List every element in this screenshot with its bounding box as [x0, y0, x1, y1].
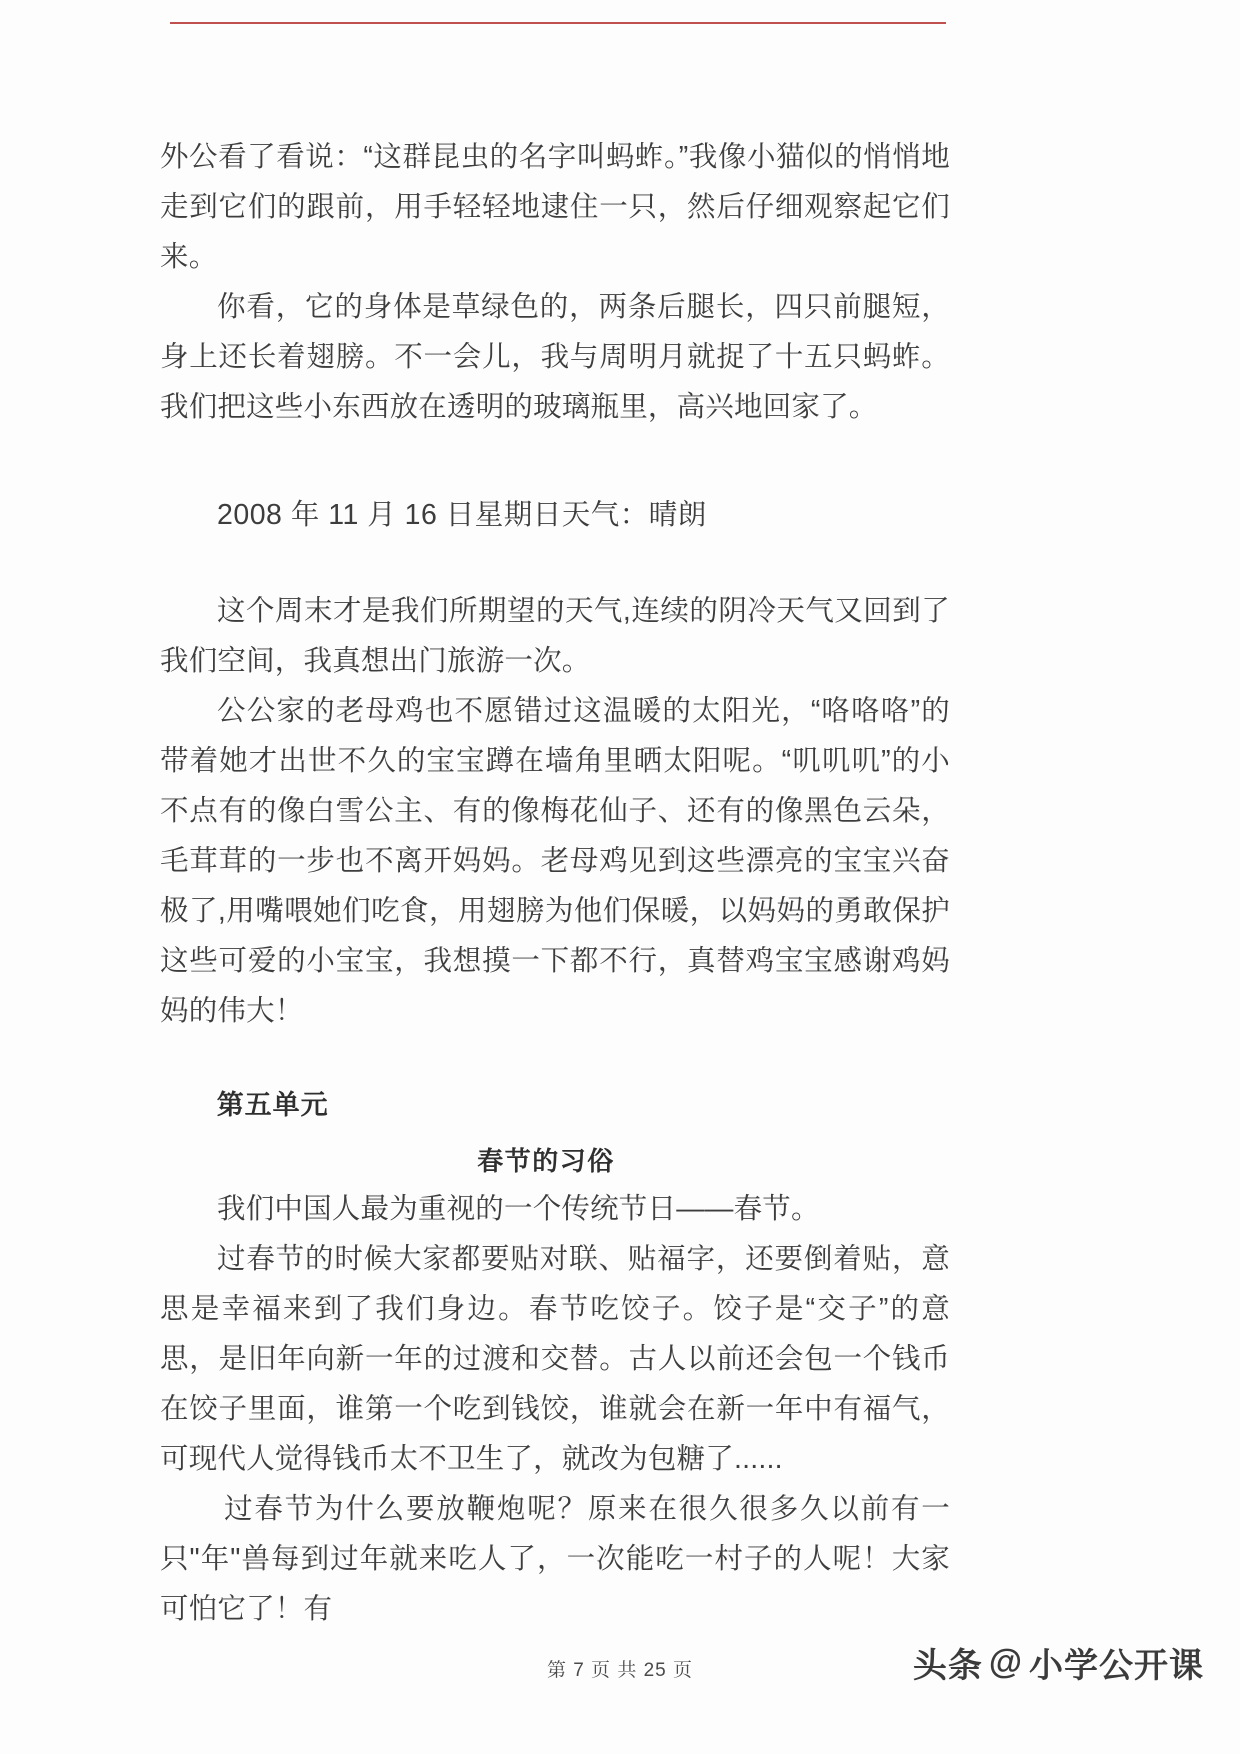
spacer-after-date [160, 540, 950, 586]
paragraph-hen-and-chicks: 公公家的老母鸡也不愿错过这温暖的太阳光，“咯咯咯”的带着她才出世不久的宝宝蹲在墙角里晒太阳呢。“叽叽叽”的小不点有的像白雪公主、有的像梅花仙子、还有的像黑色云朵，毛茸茸的一步也不离开妈妈。老母鸡见到这些漂亮的宝宝兴奋极了,用嘴喂她们吃食，用翅膀为他们保暖，以妈妈的勇敢保护这些可爱的小宝宝，我想摸一下都不行，真替鸡宝宝感谢鸡妈妈的伟大！ [160, 695, 950, 1027]
diary-date-line: 2008 年 11 月 16 日星期日天气：晴朗 [217, 499, 707, 531]
header-rule [170, 22, 946, 24]
paragraph-grasshopper-description: 你看，它的身体是草绿色的，两条后腿长，四只前腿短，身上还长着翅膀。不一会儿，我与周明月就捉了十五只蚂蚱。我们把这些小东西放在透明的玻璃瓶里，高兴地回家了。 [160, 291, 950, 423]
paragraph-grasshopper-grandpa: 外公看了看说：“这群昆虫的名字叫蚂蚱。”我像小猫似的悄悄地走到它们的跟前，用手轻轻地逮住一只，然后仔细观察起它们来。 [160, 141, 950, 273]
document-body [160, 132, 950, 1634]
watermark-brand: 头条 [912, 1647, 983, 1685]
section-title: 春节的习俗 [477, 1146, 615, 1176]
page-number-label: 第 7 页 共 25 页 [546, 1660, 694, 1681]
paragraph-spring-festival-customs: 过春节的时候大家都要贴对联、贴福字，还要倒着贴，意思是幸福来到了我们身边。春节吃饺子。饺子是“交子”的意思，是旧年向新一年的过渡和交替。古人以前还会包一个钱币在饺子里面，谁第一个吃到钱饺，谁就会在新一年中有福气，可现代人觉得钱币太不卫生了，就改为包糖了...... [160, 1243, 950, 1475]
watermark [913, 1638, 1204, 1687]
spacer-between-headings [160, 1128, 950, 1138]
paragraph-firecracker-nian: 过春节为什么要放鞭炮呢？原来在很久很多久以前有一只"年"兽每到过年就来吃人了，一次能吃一村子的人呢！大家可怕它了！有 [160, 1493, 950, 1625]
paragraph-spring-festival-intro: 我们中国人最为重视的一个传统节日——春节。 [217, 1193, 820, 1225]
paragraph-weekend-weather: 这个周末才是我们所期望的天气,连续的阴冷天气又回到了我们空间，我真想出门旅游一次。 [160, 595, 950, 677]
watermark-account: 小学公开课 [1029, 1647, 1204, 1685]
spacer-before-date [160, 432, 950, 490]
watermark-at-icon: @ [988, 1643, 1023, 1681]
spacer-before-unit-heading [160, 1036, 950, 1082]
unit-heading: 第五单元 [216, 1090, 329, 1120]
